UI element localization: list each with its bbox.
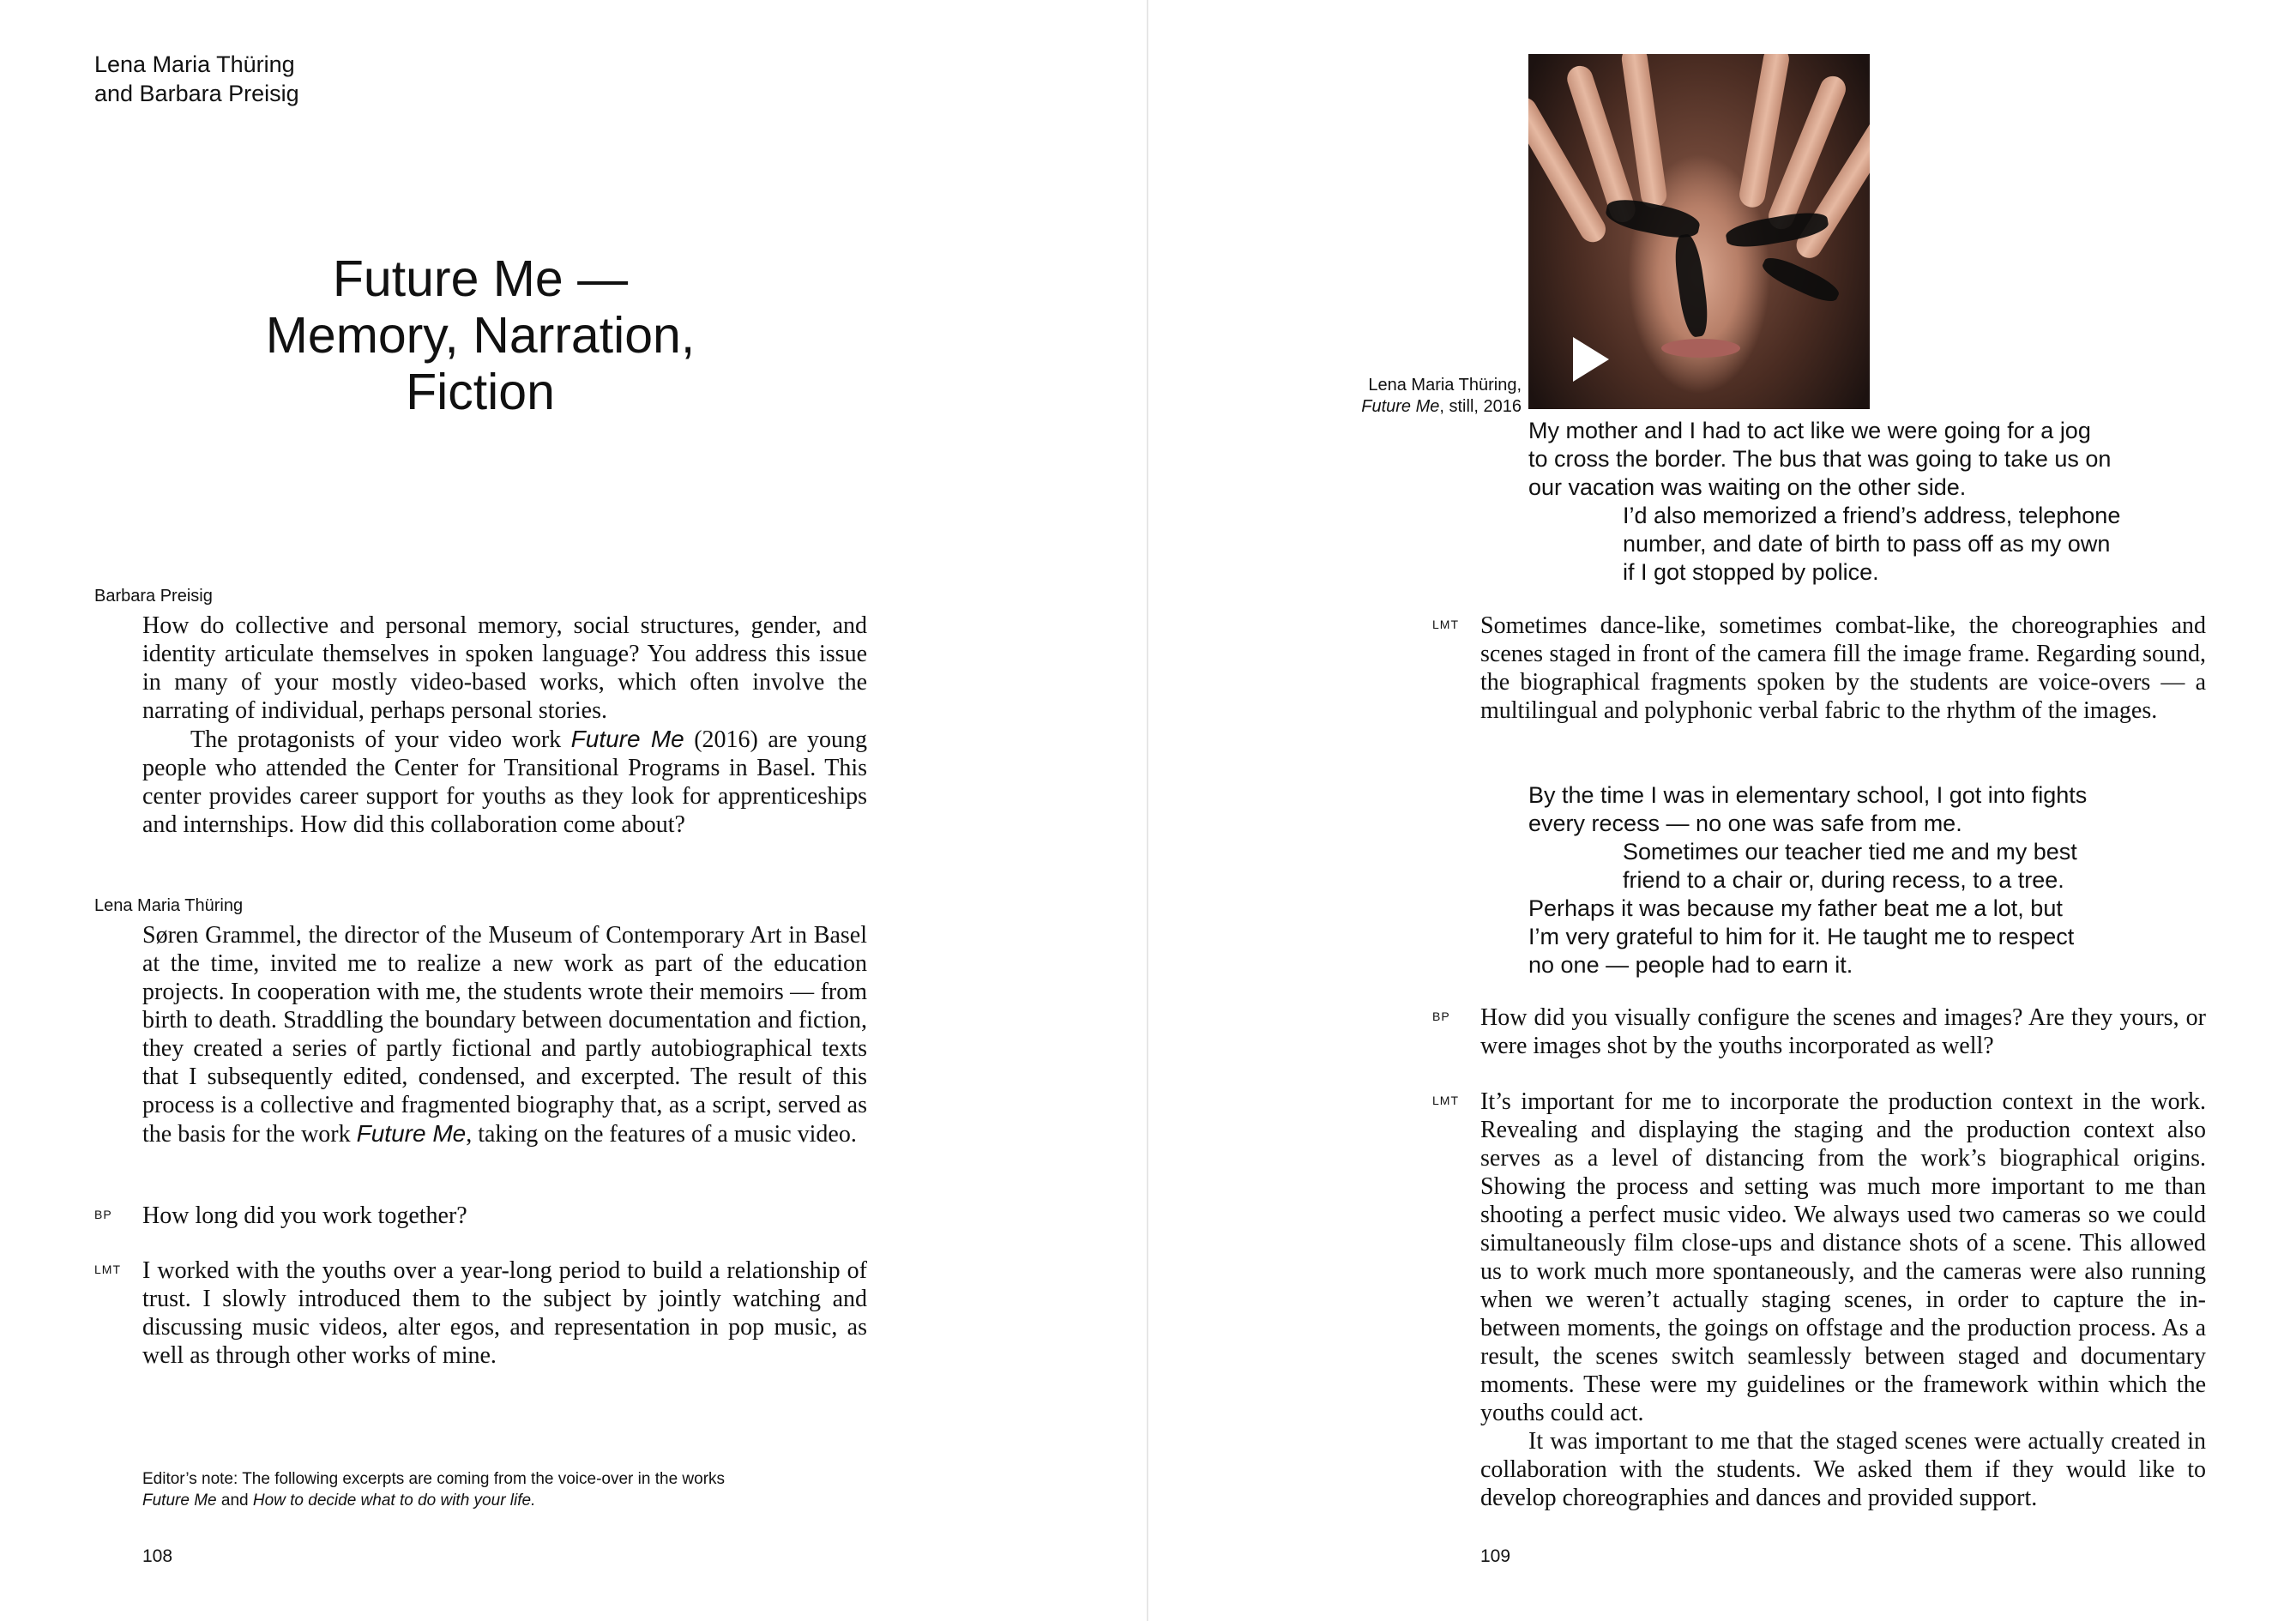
work-title-italic: Future Me bbox=[356, 1120, 467, 1147]
question-block-4 bbox=[1480, 1003, 2206, 1060]
text-run: Future Me bbox=[1361, 397, 1440, 416]
quote-line: Perhaps it was because my father beat me a lot, but bbox=[1528, 895, 2063, 921]
quote-line: I’d also memorized a friend’s address, telephone bbox=[1623, 503, 2121, 528]
answer-block-3 bbox=[1480, 612, 2206, 725]
quote-line: number, and date of birth to pass off as my own bbox=[1623, 531, 2111, 557]
answer-paragraph-2: I worked with the youths over a year-long period to build a relationship of trust. I slowly introduced them to the subject by jointly watching and discussing music videos, alter egos, and representation in pop music, as well as through other works of mine. bbox=[142, 1257, 867, 1369]
answer-block-4 bbox=[1480, 1088, 2206, 1512]
video-still-image[interactable] bbox=[1528, 54, 1870, 409]
quote-line: I’m very grateful to him for it. He taught me to respect bbox=[1528, 924, 2075, 949]
black-paint-stroke bbox=[1759, 252, 1842, 307]
abbr-bp: BP bbox=[1432, 1009, 1450, 1023]
quote-line: to cross the border. The bus that was going to take us on bbox=[1528, 446, 2112, 472]
right-page bbox=[1148, 0, 2296, 1621]
article-title bbox=[94, 250, 866, 420]
text-run: Future Me bbox=[142, 1491, 217, 1510]
quote-line: if I got stopped by police. bbox=[1623, 559, 1879, 585]
image-caption bbox=[1303, 375, 1522, 418]
text-run: Søren Grammel, the director of the Museum of Contemporary Art in Basel at the time, invited me to realize a new work as part of the education projects. In cooperation with me, the students wrote their memoirs — from birth to death. Straddling the boundary between documentation and fiction, they created a series of partly fictional and partly autobiographical texts that I subsequently edited, condensed, and excerpted. The result of this process is a collective and fragmented biography that, as a script, served as the basis for the work bbox=[142, 922, 867, 1148]
page-number-right: 109 bbox=[1480, 1546, 1511, 1566]
play-icon[interactable] bbox=[1573, 337, 1609, 382]
editors-note-line-2 bbox=[142, 1490, 914, 1511]
abbr-lmt: LMT bbox=[94, 1262, 121, 1276]
question-paragraph-1: How do collective and personal memory, social structures, gender, and identity articulate themselves in spoken language? You address this issue in many of your mostly video-based works, which often involve the narrating of individual, perhaps personal stories. bbox=[142, 612, 867, 724]
answer-block-2 bbox=[142, 1256, 867, 1370]
text-run: and bbox=[216, 1491, 253, 1510]
answer-paragraph-1 bbox=[142, 921, 867, 1148]
caption-line-2 bbox=[1303, 396, 1522, 418]
text-run: How to decide what to do with your life. bbox=[252, 1491, 536, 1510]
text-run: The protagonists of your video work bbox=[190, 726, 571, 753]
caption-line-1: Lena Maria Thüring, bbox=[1368, 376, 1522, 395]
work-title-italic: Future Me bbox=[570, 726, 684, 752]
question-block-1 bbox=[142, 612, 867, 839]
quote-line: By the time I was in elementary school, I got into fights bbox=[1528, 782, 2088, 808]
title-line-1: Future Me — bbox=[332, 250, 629, 307]
speaker-label-lmt: Lena Maria Thüring bbox=[94, 896, 244, 915]
left-page bbox=[0, 0, 1147, 1621]
voiceover-quote-2 bbox=[1528, 781, 2215, 979]
title-line-3: Fiction bbox=[406, 364, 555, 420]
lips-shape bbox=[1661, 339, 1740, 358]
author-line-1: Lena Maria Thüring bbox=[94, 51, 295, 77]
question-block-2 bbox=[142, 1202, 867, 1230]
answer-paragraph-4: It’s important for me to incorporate the production context in the work. Revealing and displaying the staging and the production context also serves as a level of distancing from the work’s biographical origins. Showing the process and setting was much more important to me than shooting a perfect music video. We always used two cameras so we could simultaneously film close-ups and distance shots of a scene. This allowed us to work much more spontaneously, and the cameras were also running when we weren’t actually staging scenes, in order to capture the in-between moments, the goings on offstage and the production process. As a result, the scenes switch seamlessly between staged and documentary moments. These were my guidelines or the framework within which the youths could act. bbox=[1480, 1088, 2206, 1426]
abbr-lmt: LMT bbox=[1432, 1094, 1459, 1107]
quote-line: our vacation was waiting on the other side. bbox=[1528, 474, 1967, 500]
author-line-2: and Barbara Preisig bbox=[94, 81, 299, 106]
answer-paragraph-3: Sometimes dance-like, sometimes combat-like, the choreographies and scenes staged in front of the camera fill the image frame. Regarding sound, the biographical fragments spoken by the students are voice-overs — a multilingual and polyphonic verbal fabric to the rhythm of the images. bbox=[1480, 612, 2206, 724]
text-run: (2016) are young people who attended the Center for Transitional Programs in Basel. This center provides career support for youths as they look for apprenticeships and internships. How did this collaboration come about? bbox=[142, 726, 867, 838]
voiceover-quote-1 bbox=[1528, 417, 2215, 587]
editors-note bbox=[142, 1468, 914, 1511]
answer-paragraph-5: It was important to me that the staged scenes were actually created in collaboration with the students. We asked them if they would like to develop choreographies and dances and provided support. bbox=[1480, 1428, 2206, 1511]
answer-block-1 bbox=[142, 921, 867, 1148]
abbr-bp: BP bbox=[94, 1208, 112, 1221]
editors-note-line-1: Editor’s note: The following excerpts are coming from the voice-over in the works bbox=[142, 1470, 726, 1488]
text-run: , taking on the features of a music video. bbox=[466, 1121, 857, 1148]
quote-line: My mother and I had to act like we were going for a jog bbox=[1528, 418, 2091, 443]
question-paragraph-3: How long did you work together? bbox=[142, 1202, 467, 1229]
black-paint-stroke bbox=[1672, 232, 1711, 338]
quote-line: no one — people had to earn it. bbox=[1528, 952, 1853, 978]
page-number-left: 108 bbox=[142, 1546, 173, 1566]
quote-line: Sometimes our teacher tied me and my best bbox=[1623, 839, 2077, 865]
question-paragraph-4: How did you visually configure the scenes and images? Are they yours, or were images shot by the youths incorporated as well? bbox=[1480, 1004, 2206, 1059]
author-byline bbox=[94, 50, 299, 108]
text-run: , still, 2016 bbox=[1439, 397, 1522, 416]
quote-line: every recess — no one was safe from me. bbox=[1528, 810, 1962, 836]
question-paragraph-2 bbox=[142, 725, 867, 839]
quote-line: friend to a chair or, during recess, to a tree. bbox=[1623, 867, 2064, 893]
abbr-lmt: LMT bbox=[1432, 618, 1459, 631]
speaker-label-bp: Barbara Preisig bbox=[94, 587, 213, 606]
title-line-2: Memory, Narration, bbox=[265, 307, 696, 364]
